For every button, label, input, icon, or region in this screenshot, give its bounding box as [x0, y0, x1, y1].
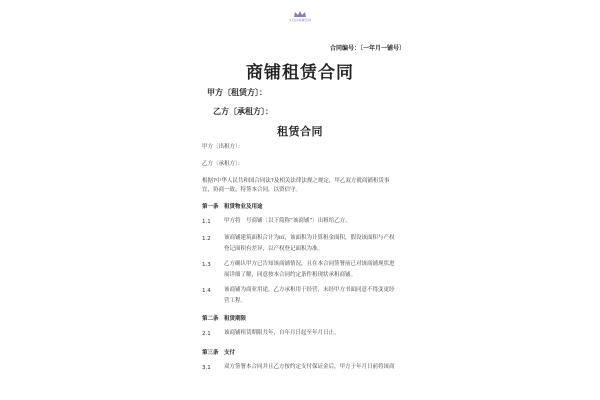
- clause-number: 1.3: [202, 262, 211, 268]
- clause-line: 营工程。: [224, 298, 247, 304]
- contract-subtitle: 租赁合同: [277, 125, 323, 138]
- clause-line: 该商铺建筑面积合计为㎡，该面积为计算租金面积，假设该面积与产权: [224, 235, 395, 241]
- intro-party-a: 甲方〔出租方〕：: [202, 144, 244, 150]
- clause-line: 双方签署本合同并且乙方按约定支付保证金后，甲方于年月日前将该商: [224, 364, 395, 370]
- clause-text: [224, 328, 414, 339]
- clause-line: 乙方确认甲方已告知该商铺情况，且在本合同签署前已对该商铺现状进: [224, 261, 395, 267]
- clause-number: 1.4: [202, 288, 211, 294]
- clause-text: [224, 362, 414, 373]
- logo-text: 文档投稿赚钱网: [288, 18, 312, 22]
- section-heading: 第一条 租赁物业及用途: [202, 204, 263, 210]
- clause-line: 该商铺为商业用途，乙方承租用于经营，未经甲方书面同意不得变更经: [224, 287, 395, 293]
- contract-number: 合同编号：〔一年月一铺号〕: [330, 45, 406, 52]
- intro-basis-line-2: 宜，协商一致，特签本合同，以资信守。: [202, 187, 302, 193]
- clause-number: 3.1: [202, 365, 211, 371]
- clause-number: 1.2: [202, 236, 211, 242]
- clause-number: 1.1: [202, 219, 211, 225]
- clause-text: [224, 285, 414, 307]
- clause-line: 展详细了解，同意按本合同约定条件租现状承租商铺。: [224, 272, 357, 278]
- clause-line: 登记面积有差异，以产权登记面积为准。: [224, 246, 324, 252]
- logo-crown-icon: [293, 10, 307, 18]
- clause-line: 甲方将 号商铺〔以下简称“该商铺”〕出租给乙方。: [224, 218, 351, 224]
- clause-text: [224, 216, 414, 227]
- party-a-lessor: 甲方〔租赁方〕：: [207, 88, 267, 97]
- document-logo: [286, 10, 314, 24]
- clause-text: [224, 259, 414, 281]
- clause-text: [224, 233, 414, 255]
- intro-basis-line-1: 根据?中华人民共和国合同法?及相关法律法规之规定，甲乙双方就商铺租赁事: [202, 178, 390, 184]
- section-heading: 第二条 租赁期限: [202, 316, 247, 322]
- section-heading: 第三条 支付: [202, 350, 236, 356]
- clause-number: 2.1: [202, 331, 211, 337]
- document-title: 商铺租赁合同: [246, 63, 354, 83]
- party-b-lessee: 乙方〔承租方〕：: [213, 107, 273, 116]
- clause-line: 该商铺租赁期限共年，自年月日起至年月日止。: [224, 330, 340, 336]
- intro-party-b: 乙方〔承租方〕：: [202, 161, 244, 167]
